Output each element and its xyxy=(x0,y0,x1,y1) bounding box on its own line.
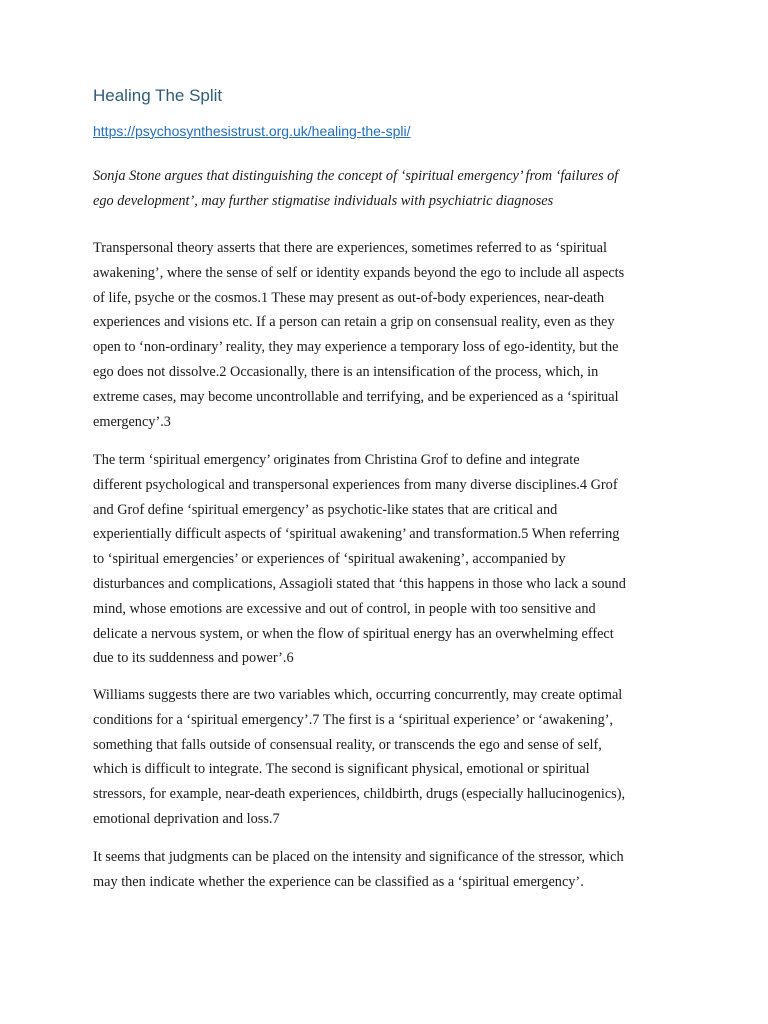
paragraph-line: and Grof define ‘spiritual emergency’ as psychotic-like states that are critical and xyxy=(93,501,558,518)
paragraph-line: stressors, for example, near-death experiences, childbirth, drugs (especially hallucinogenics), xyxy=(93,786,626,803)
paragraph-line: disturbances and complications, Assagioli stated that ‘this happens in those who lack a sound xyxy=(93,575,626,592)
document-title: Healing The Split xyxy=(93,86,223,105)
article-subtitle xyxy=(93,164,678,214)
paragraph-line: emergency’.3 xyxy=(93,413,171,430)
paragraph-line: ego does not dissolve.2 Occasionally, there is an intensification of the process, which, in xyxy=(93,363,599,380)
paragraph-line: delicate a nervous system, or when the flow of spiritual energy has an overwhelming effect xyxy=(93,625,614,642)
paragraph-line: may then indicate whether the experience can be classified as a ‘spiritual emergency’. xyxy=(93,873,584,890)
paragraph-line: to ‘spiritual emergencies’ or experiences of ‘spiritual awakening’, accompanied by xyxy=(93,551,566,568)
paragraph-4 xyxy=(93,845,678,895)
paragraph-line: experientially difficult aspects of ‘spiritual awakening’ and transformation.5 When referring xyxy=(93,526,620,543)
paragraph-line: which is difficult to integrate. The second is significant physical, emotional or spiritual xyxy=(93,761,590,778)
paragraph-line: conditions for a ‘spiritual emergency’.7 The first is a ‘spiritual experience’ or ‘awakening’, xyxy=(93,711,614,728)
paragraph-line: of life, psyche or the cosmos.1 These may present as out-of-body experiences, near-death xyxy=(93,289,605,306)
subtitle-line: Sonja Stone argues that distinguishing the concept of ‘spiritual emergency’ from ‘failures of xyxy=(93,168,619,184)
paragraph-line: The term ‘spiritual emergency’ originates from Christina Grof to define and integrate xyxy=(93,452,580,468)
paragraph-1 xyxy=(93,236,678,434)
paragraph-line: due to its suddenness and power’.6 xyxy=(93,650,294,667)
paragraph-line: emotional deprivation and loss.7 xyxy=(93,810,280,827)
paragraph-line: It seems that judgments can be placed on the intensity and significance of the stressor, which xyxy=(93,849,624,865)
paragraph-line: something that falls outside of consensual reality, or transcends the ego and sense of self, xyxy=(93,736,602,753)
paragraph-line: different psychological and transpersonal experiences from many diverse disciplines.4 Grof xyxy=(93,476,618,493)
paragraph-line: Transpersonal theory asserts that there are experiences, sometimes referred to as ‘spiritual xyxy=(93,240,607,256)
paragraph-line: mind, whose emotions are excessive and out of control, in people with too sensitive and xyxy=(93,600,596,617)
paragraph-3 xyxy=(93,683,678,832)
paragraph-line: experiences and visions etc. If a person can retain a grip on consensual reality, even as they xyxy=(93,314,615,331)
paragraph-line: open to ‘non-ordinary’ reality, they may experience a temporary loss of ego-identity, but the xyxy=(93,339,619,356)
paragraph-2 xyxy=(93,448,678,671)
source-link[interactable]: https://psychosynthesistrust.org.uk/healing-the-spli/ xyxy=(93,123,411,139)
paragraph-line: extreme cases, may become uncontrollable and terrifying, and be experienced as a ‘spiritual xyxy=(93,388,619,405)
paragraph-line: Williams suggests there are two variables which, occurring concurrently, may create optimal xyxy=(93,687,623,703)
document-page xyxy=(93,0,678,1024)
paragraph-line: awakening’, where the sense of self or identity expands beyond the ego to include all aspects xyxy=(93,264,625,281)
subtitle-line: ego development’, may further stigmatise individuals with psychiatric diagnoses xyxy=(93,192,554,209)
